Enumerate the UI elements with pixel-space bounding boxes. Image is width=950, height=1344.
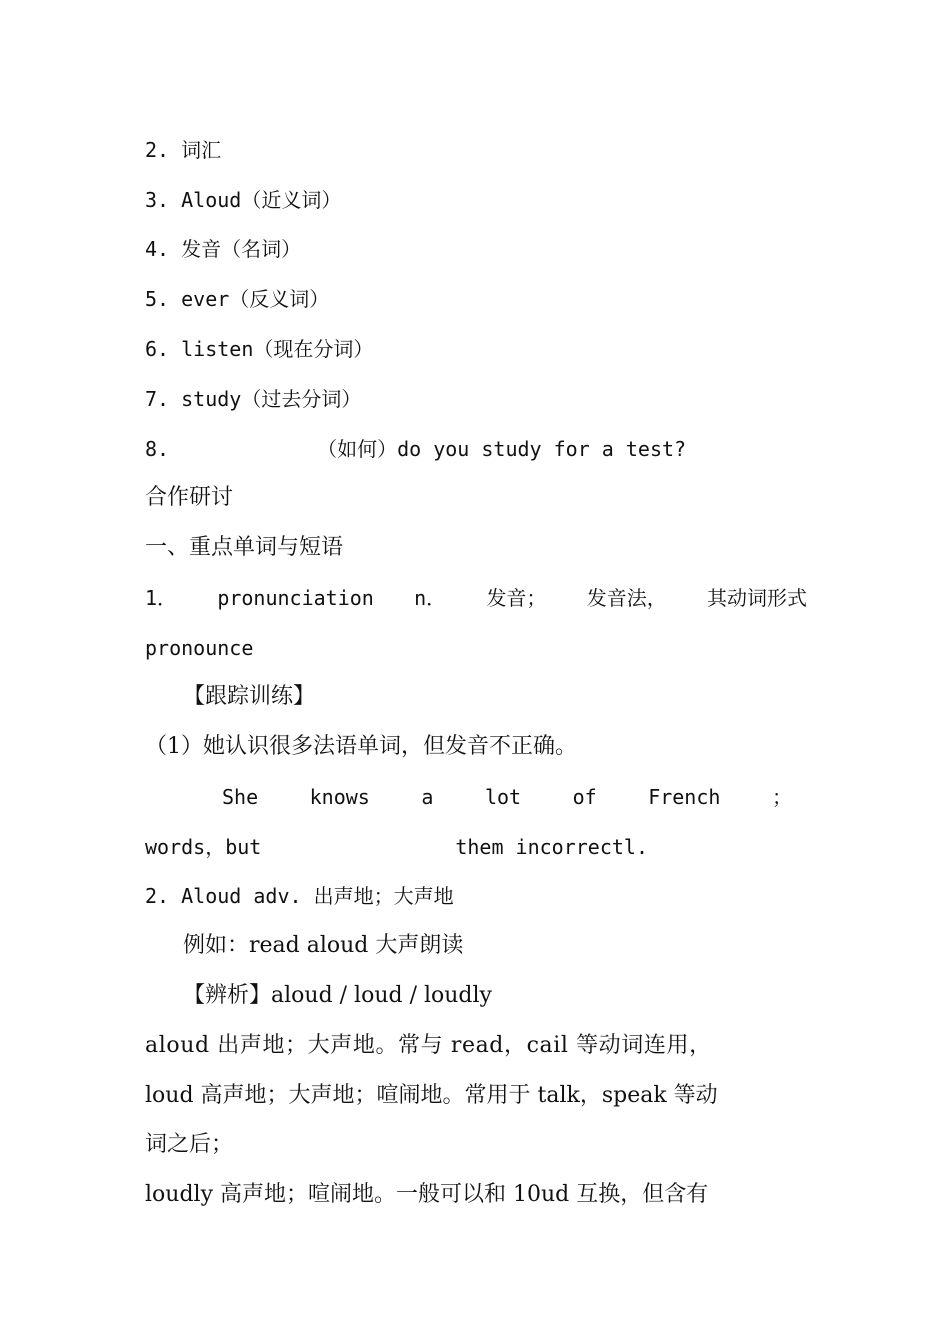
question-4: 4. 发音（名词）: [145, 237, 302, 261]
continuation-part-a: words，but: [145, 835, 262, 859]
continuation-part-b: them incorrectl.: [455, 835, 648, 859]
word-lot: lot: [484, 785, 522, 809]
vocab-heading-text: 2. 词汇: [145, 138, 222, 162]
item-1-word: pronunciation: [217, 586, 374, 610]
item-1-continuation: pronounce: [145, 636, 254, 660]
item-2-example: 例如：read aloud 大声朗读: [183, 933, 464, 958]
question-8-text: （如何）do you study for a test?: [317, 437, 687, 461]
question-3: 3. Aloud（近义词）: [145, 188, 342, 212]
item-1-pos: n．: [414, 586, 447, 610]
tracking-practice-title: 【跟踪训练】: [183, 684, 316, 709]
answer-blank: [169, 455, 317, 456]
item-1-verb-form-label: 其动词形式: [706, 586, 807, 610]
item-1-meaning-b: 发音法，: [586, 586, 667, 610]
word-french: French: [648, 785, 721, 809]
word-a: a: [421, 785, 434, 809]
item-1-line: [145, 583, 807, 613]
answer-blank-2: [261, 853, 455, 854]
analysis-loud: loud 高声地；大声地；喧闹地。常用于 talk，speak 等动: [145, 1083, 718, 1108]
section-key-words: 一、重点单词与短语: [145, 535, 344, 560]
item-2-line: [145, 881, 454, 912]
word-of: of: [572, 785, 597, 809]
analysis-title: 【辨析】aloud / loud / loudly: [183, 983, 492, 1008]
word-knows: knows: [309, 785, 370, 809]
item-2-text: 2. Aloud adv. 出声地；大声地: [145, 884, 454, 908]
word-semicolon: ；: [771, 785, 792, 809]
question-8: [145, 434, 686, 464]
question-6: 6. listen（现在分词）: [145, 337, 374, 361]
question-7: 7. study（过去分词）: [145, 387, 362, 411]
analysis-aloud: aloud 出声地；大声地。常与 read，cail 等动词连用，: [145, 1033, 712, 1058]
section-cooperative-study: 合作研讨: [145, 485, 234, 510]
word-she: She: [222, 785, 259, 809]
question-5: 5. ever（反义词）: [145, 287, 330, 311]
question-8-number: 8.: [145, 437, 170, 461]
tracking-question-1: （1）她认识很多法语单词，但发音不正确。: [145, 734, 577, 759]
vocab-heading: [145, 135, 221, 166]
tracking-english-line: [222, 782, 792, 812]
analysis-loud-continuation: 词之后；: [145, 1132, 234, 1157]
item-1-number: 1．: [145, 586, 178, 610]
item-1-meaning-a: 发音；: [486, 586, 547, 610]
analysis-loudly: loudly 高声地；喧闹地。一般可以和 10ud 互换，但含有: [145, 1182, 709, 1207]
tracking-english-continuation: [145, 832, 648, 862]
